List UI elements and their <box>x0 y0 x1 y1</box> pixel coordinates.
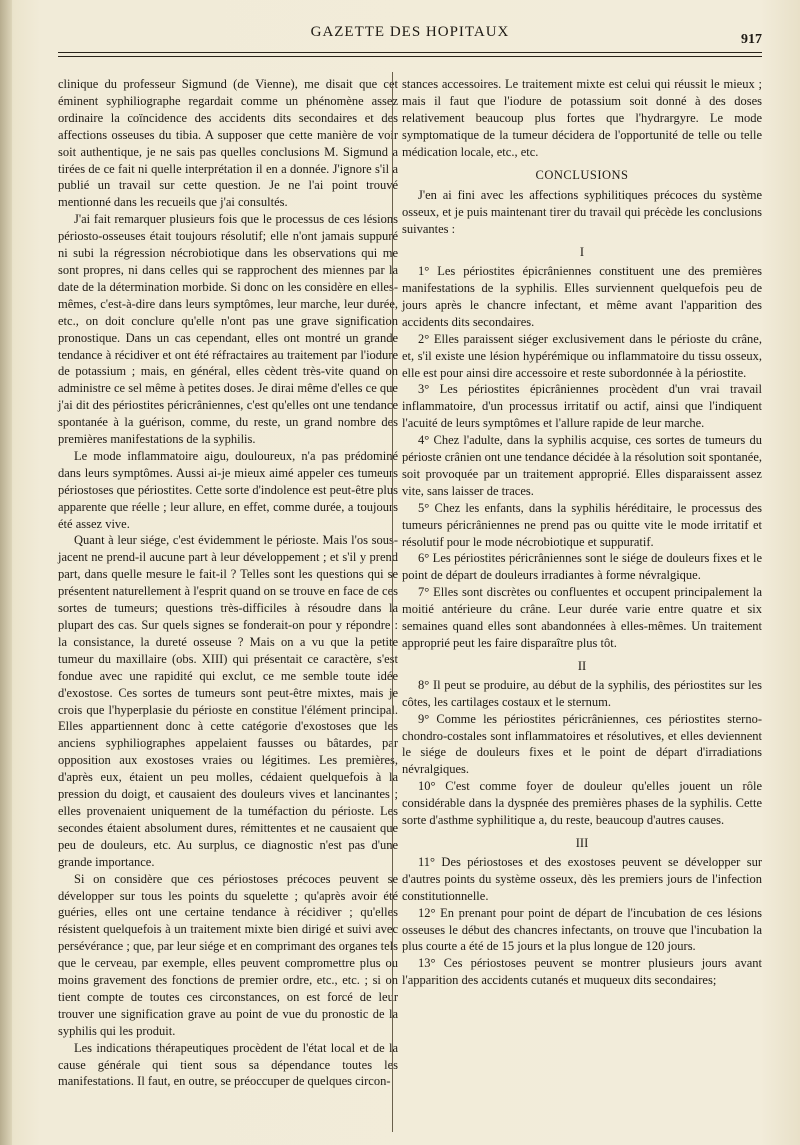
paragraph: clinique du professeur Sigmund (de Vienne), me disait que cet éminent syphiliographe regardait comme un phénomène assez ordinaire la coïncidence des accidents dits secondaires et des affections osseuses du tibia. A supposer que cette manière de voir soit authentique, je ne sais pas quelles conclusions M. Sigmund a tirées de ce fait ni quelle interprétation il en a donnée. J'ignore s'il a publié un travail sur cette question. Je ne l'ai point trouvé mentionné dans les recueils que j'ai consultés. <box>58 77 398 210</box>
page-header <box>58 18 762 58</box>
conclusion-item: 7° Elles sont discrètes ou confluentes et occupent principalement la moitié antérieure du crâne. Leur durée varie entre quatre et six semaines quand elles sont abandonnées à elles-mêmes. Un traitement approprié peut les faire disparaître plus tôt. <box>402 585 762 650</box>
page-binding-edge <box>0 0 12 1145</box>
paragraph: Le mode inflammatoire aigu, douloureux, n'a pas prédominé dans leurs symptômes. Aussi ai-je mieux aimé appeler ces tumeurs périostoses que périostites. Cette sorte d'indolence est peut-être plus apparente que réelle ; leur allure, en effet, comme durée, a toujours été assez vive. <box>58 448 399 531</box>
conclusion-item: 11° Des périostoses et des exostoses peuvent se développer sur d'autres points du système osseux, dès les premiers jours de l'infection constitutionnelle. <box>402 854 762 903</box>
conclusion-item: 6° Les périostites péricrâniennes sont le siége de douleurs fixes et le point de départ de douleurs irradiantes à forme névralgique. <box>402 551 762 583</box>
paragraph: J'en ai fini avec les affections syphilitiques précoces du système osseux, et je puis maintenant tirer du travail qui précède les conclusions suivantes : <box>402 188 762 237</box>
conclusion-item: 1° Les périostites épicrâniennes constituent une des premières manifestations de la syphilis. Elles surviennent quelquefois peu de jours après le chancre infectant, et même avant l'apparition des accidents dits secondaires. <box>402 264 762 329</box>
conclusion-item: 5° Chez les enfants, dans la syphilis héréditaire, le processus des tumeurs péricrâniennes ne prend pas ou quitte vite le mode irritatif et résolutif pour le mode nécrobiotique et suppuratif. <box>402 500 762 549</box>
conclusions-heading: CONCLUSIONS <box>535 167 629 182</box>
conclusion-item: 8° Il peut se produire, au début de la syphilis, des périostites sur les côtes, les cartilages costaux et le sternum. <box>402 677 762 709</box>
paragraph: Si on considère que ces périostoses précoces peuvent se développer sur tous les points du squelette ; qu'après avoir été guéries, elles ont une certaine tendance à récidiver ; qu'elles résistent quelquefois à un traitement mixte bien dirigé et suivi avec persévérance ; que, par leur siége et en comprimant des organes tels que le cerveau, par exemple, elles peuvent compromettre plus ou moins gravement des fonctions de premier ordre, etc., etc. ; si on tient compte de toutes ces circonstances, on est forcé de leur trouver une signification grave au point de vue du pronostic de la syphilis qui les produit. <box>58 871 398 1038</box>
conclusion-item: 3° Les périostites épicrâniennes procèdent d'un vrai travail inflammatoire, d'un processus irritatif ou actif, ainsi que l'indiquent l'acuité de leurs symptômes et l'allure rapide de leur marche. <box>402 382 762 431</box>
conclusion-item: 13° Ces périostoses peuvent se montrer plusieurs jours avant l'apparition des accidents cutanés et muqueux dits secondaires; <box>402 956 762 988</box>
section-heading-2: II <box>577 658 587 673</box>
section-heading-1: I <box>579 245 585 260</box>
conclusion-item: 9° Comme les périostites péricrâniennes, ces périostites sterno-chondro-costales sont inflammatoires et résolutives, et elles deviennent le siége de douleurs fixes et le point de départ d'irradiations névralgiques. <box>402 711 762 777</box>
paragraph: J'ai fait remarquer plusieurs fois que le processus de ces lésions périosto-osseuses était toujours résolutif; elle n'ont jamais suppuré ni subi la régression nécrobiotique dans les observations qui me sont propres, ni dans celles qui se rapprochent des miennes par la date de la détermination morbide. Si donc on les considère en elles-mêmes, c'est-à-dire dans leurs symptômes, leur marche, leur durée, etc., on doit conclure qu'elle n'ont pas une grave signification pronostique. Dans un cas cependant, elles ont montré un grande tendance à récidiver et ont été réfractaires au traitement par l'iodure de potassium ; mais, en général, elles cèdent très-vite quand on administre ce sel même à petites doses. Je dirai même d'elles ce que j'ai dit des périostites péricrâniennes, c'est qu'elles ont une tendance spontanée à la guérison, comme, du reste, un grand nombre des premières manifestations de la syphilis. <box>58 212 398 447</box>
page-number: 917 <box>741 32 762 47</box>
header-rule-bottom <box>58 56 762 57</box>
header-rule-top <box>58 52 762 53</box>
paragraph: stances accessoires. Le traitement mixte est celui qui réussit le mieux ; mais il faut que l'iodure de potassium soit donné à des doses relativement beaucoup plus fortes que l'hydrargyre. Le mode symptomatique de la tumeur décidera de l'opportunité de telle ou telle médication locale, etc., etc. <box>402 77 762 159</box>
conclusion-item: 4° Chez l'adulte, dans la syphilis acquise, ces sortes de tumeurs du périoste crânien ont une tendance décidée à la résolution soit spontanée, soit provoquée par un traitement approprié. Elles disparaissent assez vite, sans laisser de traces. <box>402 433 762 498</box>
column-divider <box>392 72 393 1132</box>
paragraph: Quant à leur siége, c'est évidemment le périoste. Mais l'os sous-jacent ne prend-il aucune part à leur développement ; et s'il y prend part, dans quelle mesure le fait-il ? Telles sont les questions qui se présentent naturellement à l'esprit quand on se trouve en face de ces sortes de tumeurs; questions très-difficiles à résoudre dans la plupart des cas. Sur quels signes se fonderait-on pour y répondre : la consistance, la dureté osseuse ? Mais on a vu que la petite tumeur du maxillaire (obs. XIII) qui présentait ce caractère, s'est fondue avec une rapidité qui exclut, ce me semble toute idée d'exostose. Ces sortes de tumeurs sont peut-être mixtes, mais je crois que l'hyperplasie du périoste en constitue l'élément principal. Elles appartiennent donc à cette catégorie d'exostoses que les anciens syphiliographes appelaient fausses ou bâtardes, par opposition aux exostoses vraies ou légitimes. Les premières, d'après eux, étaient un peu molles, cédaient quelquefois à la pression du doigt, et causaient des douleurs vives et lancinantes ; elles provenaient uniquement de la tuméfaction du périoste. Les secondes étaient absolument dures, rémittentes et ne causaient que peu de douleurs, etc. Au surplus, ce diagnostic n'est pas d'une grande importance. <box>58 533 398 869</box>
paragraph: Les indications thérapeutiques procèdent de l'état local et de la cause générale qui tient sous sa dépendance toutes les manifestations. Il faut, en outre, se préoccuper de quelques circon- <box>58 1040 398 1089</box>
conclusion-item: 10° C'est comme foyer de douleur qu'elles jouent un rôle considérable dans la dyspnée des premières phases de la syphilis. Cette sorte d'asthme syphilitique a, du reste, beaucoup d'autres causes. <box>402 779 762 828</box>
running-head: GAZETTE DES HOPITAUX <box>310 24 510 40</box>
right-column <box>402 76 762 989</box>
conclusion-item: 2° Elles paraissent siéger exclusivement dans le périoste du crâne, et, s'il existe une lésion hypérémique ou inflammatoire du tissu osseux, elle est pour ainsi dire accessoire et reste subordonnée à la périostite. <box>402 331 762 380</box>
left-column <box>58 76 398 1090</box>
section-heading-3: III <box>575 835 589 850</box>
conclusion-item: 12° En prenant pour point de départ de l'incubation de ces lésions osseuses le début des chancres infectants, on trouve que l'incubation la plus courte a été de 15 jours et la plus longue de 120 jours. <box>402 905 762 954</box>
